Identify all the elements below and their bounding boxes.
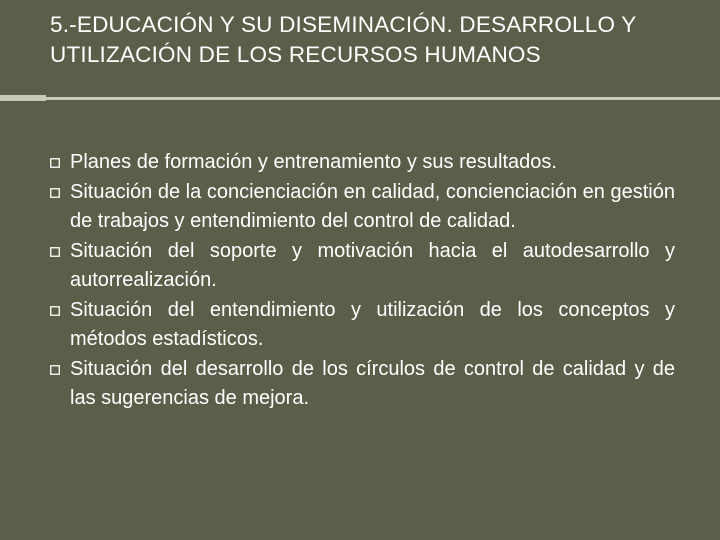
bullet-item bbox=[0, 296, 720, 355]
bullet-item bbox=[0, 178, 720, 237]
bullet-text: Situación del desarrollo de los círculos de control de calidad y de las sugerencias de mejora. bbox=[70, 357, 675, 409]
square-bullet-icon bbox=[50, 306, 60, 316]
square-bullet-icon bbox=[50, 247, 60, 257]
slide-title: 5.-EDUCACIÓN Y SU DISEMINACIÓN. DESARROLLO Y UTILIZACIÓN DE LOS RECURSOS HUMANOS bbox=[50, 12, 637, 67]
bullet-item bbox=[0, 148, 720, 178]
bullet-text: Situación del soporte y motivación hacia el autodesarrollo y autorrealización. bbox=[70, 239, 675, 291]
bullet-item bbox=[0, 355, 720, 414]
square-bullet-icon bbox=[50, 158, 60, 168]
bullet-text: Situación de la concienciación en calidad, concienciación en gestión de trabajos y entendimiento del control de calidad. bbox=[70, 180, 675, 232]
bullet-list bbox=[0, 148, 720, 414]
square-bullet-icon bbox=[50, 365, 60, 375]
title-divider bbox=[0, 97, 720, 100]
title-divider-accent bbox=[0, 95, 46, 101]
bullet-text: Situación del entendimiento y utilización de los conceptos y métodos estadísticos. bbox=[70, 298, 675, 350]
square-bullet-icon bbox=[50, 188, 60, 198]
bullet-text: Planes de formación y entrenamiento y sus resultados. bbox=[70, 151, 557, 173]
bullet-item bbox=[0, 237, 720, 296]
